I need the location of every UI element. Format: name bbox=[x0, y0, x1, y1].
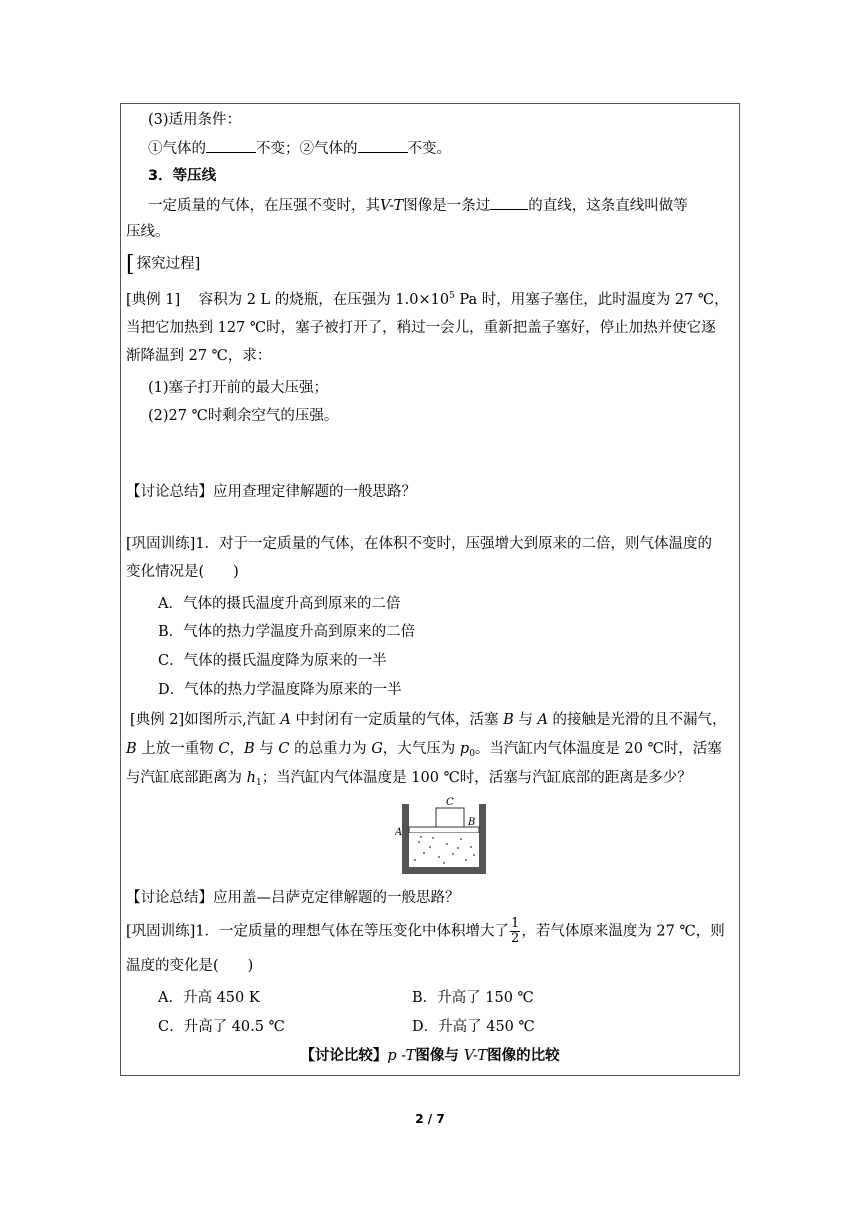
weight-c bbox=[436, 808, 464, 827]
example2-line-2: B 上放一重物 C，B 与 C 的总重力为 G，大气压为 $p_0$。当汽缸内气体温度是 20 ℃时，活塞 bbox=[126, 741, 722, 759]
explore-heading: [ 探究过程] bbox=[126, 252, 201, 277]
example1-question-2: (2)27 ℃时剩余空气的压强。 bbox=[148, 408, 339, 424]
example1-line-3: 渐降温到 27 ℃，求： bbox=[126, 348, 272, 364]
practice1-line-1: [巩固训练]1．对于一定质量的气体，在体积不变时，压强增大到原来的二倍，则气体温度的 bbox=[126, 536, 713, 552]
isobar-line-1: 一定质量的气体，在压强不变时，其V-T图像是一条过 的直线，这条直线叫做等 bbox=[148, 194, 688, 216]
practice1-option-d[interactable]: D．气体的热力学温度降为原来的一半 bbox=[158, 682, 402, 698]
example1-line-1: [典例 1] 容积为 2 L 的烧瓶，在压强为 $1.0\times 10^5$ Pa 时，用塞子塞住，此时温度为 27 ℃， bbox=[126, 291, 729, 308]
isobar-line-2: 压线。 bbox=[126, 224, 170, 240]
conditions-line: ①气体的 不变；②气体的 不变。 bbox=[148, 137, 451, 159]
practice1-line-2: 变化情况是( ) bbox=[126, 564, 239, 580]
conditions-heading: (3)适用条件： bbox=[148, 112, 242, 128]
practice2-option-d[interactable]: D．升高了 450 ℃ bbox=[412, 1019, 535, 1035]
practice1-option-c[interactable]: C．气体的摄氏温度降为原来的一半 bbox=[158, 653, 387, 669]
label-b: B bbox=[468, 817, 476, 828]
discuss-summary-1: 【讨论总结】应用查理定律解题的一般思路？ bbox=[126, 484, 416, 500]
practice1-option-b[interactable]: B．气体的热力学温度升高到原来的二倍 bbox=[158, 624, 416, 640]
isobar-heading: 3．等压线 bbox=[148, 168, 217, 184]
comparison-heading: 【讨论比较】p -T图像与 V-T图像的比较 bbox=[300, 1048, 560, 1064]
practice2-option-b[interactable]: B．升高了 150 ℃ bbox=[412, 990, 534, 1006]
practice2-option-c[interactable]: C．升高了 40.5 ℃ bbox=[158, 1019, 285, 1035]
page-number: 2 / 7 bbox=[415, 1112, 445, 1126]
fill-blank-3[interactable] bbox=[490, 194, 528, 210]
fill-blank-2[interactable] bbox=[358, 137, 408, 153]
discuss-summary-2: 【讨论总结】应用盖—吕萨克定律解题的一般思路？ bbox=[126, 890, 460, 906]
practice1-option-a[interactable]: A．气体的摄氏温度升高到原来的二倍 bbox=[158, 596, 401, 612]
label-c: C bbox=[446, 797, 454, 808]
fill-blank-1[interactable] bbox=[206, 137, 256, 153]
practice2-line-2: 温度的变化是( ) bbox=[126, 958, 254, 974]
example2-line-1: [典例 2]如图所示,汽缸 A 中封闭有一定质量的气体，活塞 B 与 A 的接触是光滑的且不漏气， bbox=[130, 712, 727, 728]
label-a: A bbox=[395, 827, 403, 838]
example1-question-1: (1)塞子打开前的最大压强； bbox=[148, 380, 329, 396]
example2-line-3: 与汽缸底部距离为 $h_1$；当汽缸内气体温度是 100 ℃时，活塞与汽缸底部的距离是多少？ bbox=[126, 770, 692, 788]
practice2-line-1: [巩固训练]1．一定质量的理想气体在等压变化中体积增大了 $\frac{1}{2}$ ，若气体原来温度为 27 ℃，则 bbox=[126, 916, 725, 946]
example1-line-2: 当把它加热到 127 ℃时，塞子被打开了，稍过一会儿，重新把盖子塞好，停止加热并使它逐 bbox=[126, 320, 716, 336]
fraction-one-half: $\frac{1}{2}$ bbox=[511, 916, 520, 946]
practice2-option-a[interactable]: A．升高 450 K bbox=[158, 990, 260, 1006]
cylinder-figure bbox=[395, 797, 495, 877]
